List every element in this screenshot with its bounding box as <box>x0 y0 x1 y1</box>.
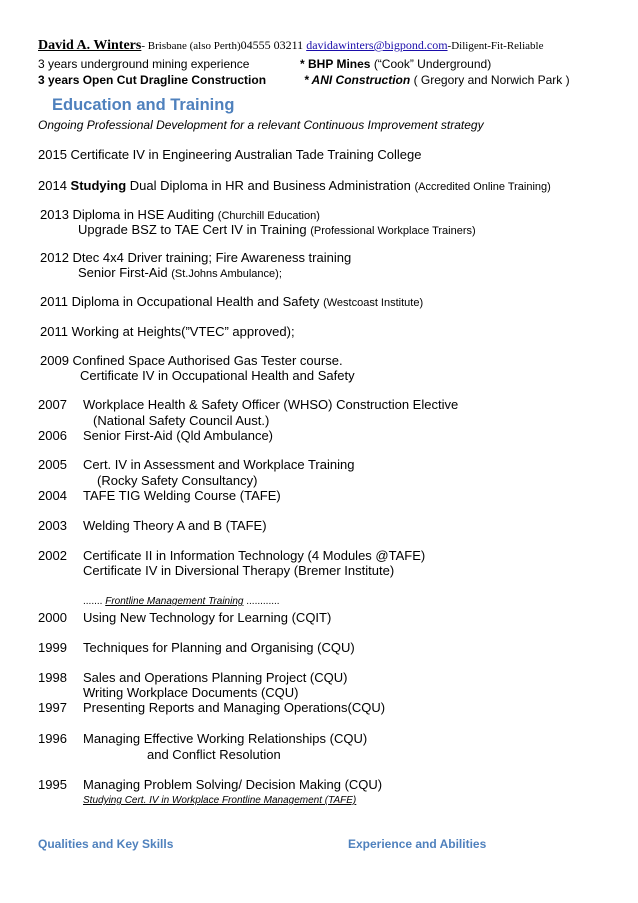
entry-2012-b: Senior First-Aid (St.Johns Ambulance); <box>78 265 282 280</box>
year-2002: 2002 <box>38 548 67 563</box>
entry-1997: Presenting Reports and Managing Operations(CQU) <box>83 700 386 715</box>
entry-2013-b: Upgrade BSZ to TAE Cert IV in Training (Professional Workplace Trainers) <box>78 222 476 237</box>
entry-1998-b: Writing Workplace Documents (CQU) <box>83 685 299 700</box>
employer-2: * ANI Construction ( Gregory and Norwich Park ) <box>304 73 570 87</box>
phone-number: 04555 03211 <box>240 38 304 52</box>
year-1999: 1999 <box>38 640 67 655</box>
header-line-1 <box>38 38 543 54</box>
applicant-name: David A. Winters <box>38 38 142 53</box>
entry-1995-a: Managing Problem Solving/ Decision Making (CQU) <box>83 777 383 792</box>
entry-2002-a: Certificate II in Information Technology (4 Modules @TAFE) <box>83 548 426 563</box>
year-2000: 2000 <box>38 610 67 625</box>
year-2006: 2006 <box>38 428 67 443</box>
qualities-heading: Qualities and Key Skills <box>38 837 174 851</box>
entry-2004: TAFE TIG Welding Course (TAFE) <box>83 488 281 503</box>
entry-2005-a: Cert. IV in Assessment and Workplace Training <box>83 457 355 472</box>
entry-2000: Using New Technology for Learning (CQIT) <box>83 610 332 625</box>
entry-2012-a: 2012 Dtec 4x4 Driver training; Fire Awareness training <box>40 250 352 265</box>
entry-1996-b: and Conflict Resolution <box>147 747 281 762</box>
entry-1996-a: Managing Effective Working Relationships (CQU) <box>83 731 368 746</box>
frontline-management-heading: ....... Frontline Management Training ............ <box>83 596 280 607</box>
entry-2007-b: (National Safety Council Aust.) <box>93 413 270 428</box>
year-2007: 2007 <box>38 397 67 412</box>
year-2005: 2005 <box>38 457 67 472</box>
experience-summary-1: 3 years underground mining experience <box>38 57 250 71</box>
experience-summary-2: 3 years Open Cut Dragline Construction <box>38 73 267 87</box>
entry-2011-a: 2011 Diploma in Occupational Health and Safety (Westcoast Institute) <box>40 294 424 309</box>
year-1998: 1998 <box>38 670 67 685</box>
year-2003: 2003 <box>38 518 67 533</box>
entry-2005-b: (Rocky Safety Consultancy) <box>97 473 258 488</box>
year-2004: 2004 <box>38 488 67 503</box>
experience-heading: Experience and Abilities <box>348 837 487 851</box>
entry-2015: 2015 Certificate IV in Engineering Australian Tade Training College <box>38 147 422 162</box>
entry-1995-b: Studying Cert. IV in Workplace Frontline Management (TAFE) <box>83 795 357 806</box>
entry-2009-b: Certificate IV in Occupational Health and Safety <box>80 368 355 383</box>
entry-2013-a: 2013 Diploma in HSE Auditing (Churchill Education) <box>40 207 320 222</box>
entry-2014: 2014 Studying Dual Diploma in HR and Business Administration (Accredited Online Training) <box>38 178 551 193</box>
year-1997: 1997 <box>38 700 67 715</box>
tagline: -Diligent-Fit-Reliable <box>447 40 544 52</box>
entry-1999: Techniques for Planning and Organising (CQU) <box>83 640 355 655</box>
entry-1998-a: Sales and Operations Planning Project (CQU) <box>83 670 348 685</box>
location: - Brisbane (also Perth) <box>141 40 241 52</box>
entry-2011-b: 2011 Working at Heights(”VTEC” approved); <box>40 324 295 339</box>
entry-2002-b: Certificate IV in Diversional Therapy (Bremer Institute) <box>83 563 395 578</box>
entry-2006: Senior First-Aid (Qld Ambulance) <box>83 428 274 443</box>
year-1996: 1996 <box>38 731 67 746</box>
entry-2009-a: 2009 Confined Space Authorised Gas Tester course. <box>40 353 343 368</box>
section-subtitle: Ongoing Professional Development for a relevant Continuous Improvement strategy <box>38 118 484 132</box>
section-title: Education and Training <box>52 96 235 114</box>
employer-1: * BHP Mines (“Cook” Underground) <box>300 57 492 71</box>
email-link[interactable]: davidawinters@bigpond.com <box>306 38 448 52</box>
year-1995: 1995 <box>38 777 67 792</box>
entry-2007-a: Workplace Health & Safety Officer (WHSO) Construction Elective <box>83 397 459 412</box>
entry-2003: Welding Theory A and B (TAFE) <box>83 518 267 533</box>
